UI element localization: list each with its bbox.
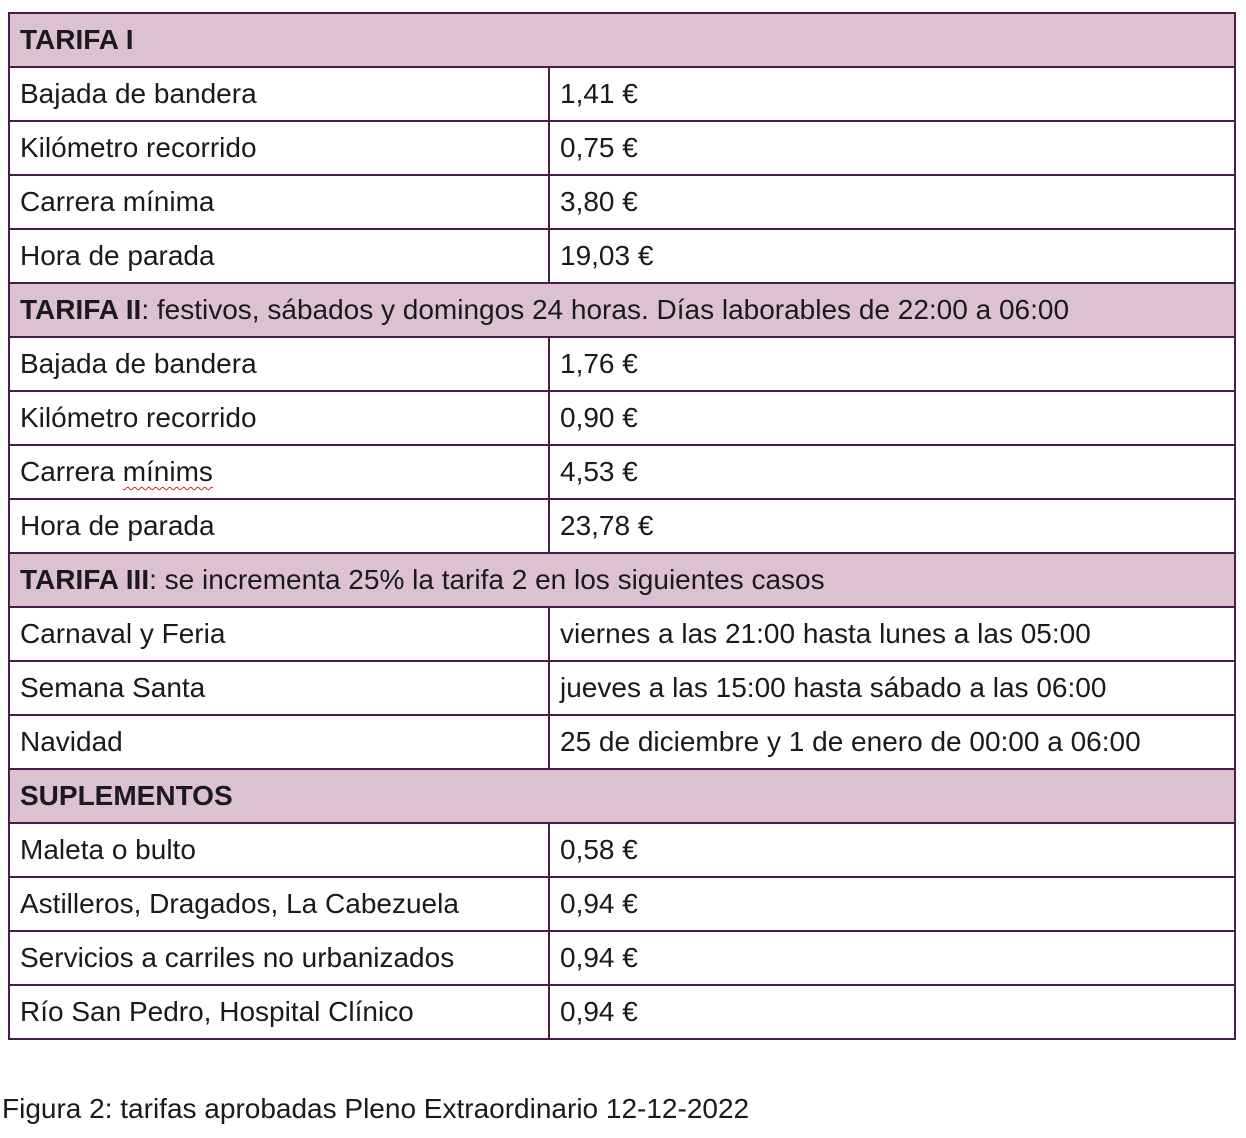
row-value: 0,90 € xyxy=(549,391,1235,445)
table-row xyxy=(9,823,1235,877)
table-row xyxy=(9,877,1235,931)
row-label: Semana Santa xyxy=(9,661,549,715)
table-row xyxy=(9,661,1235,715)
row-value: 1,41 € xyxy=(549,67,1235,121)
row-value: 23,78 € xyxy=(549,499,1235,553)
section-title-cell xyxy=(9,553,1235,607)
section-note: : festivos, sábados y domingos 24 horas. Días laborables de 22:00 a 06:00 xyxy=(141,294,1070,325)
table-row xyxy=(9,445,1235,499)
row-value: 0,94 € xyxy=(549,877,1235,931)
row-label: Hora de parada xyxy=(9,499,549,553)
row-value: 19,03 € xyxy=(549,229,1235,283)
row-label: Kilómetro recorrido xyxy=(9,391,549,445)
section-header-tarifa-1 xyxy=(9,13,1235,67)
row-value: 4,53 € xyxy=(549,445,1235,499)
table-row xyxy=(9,985,1235,1039)
row-label: Bajada de bandera xyxy=(9,337,549,391)
row-label xyxy=(9,445,549,499)
section-title: SUPLEMENTOS xyxy=(20,780,233,811)
table-row xyxy=(9,607,1235,661)
row-value: 0,58 € xyxy=(549,823,1235,877)
tariff-table xyxy=(8,12,1236,1040)
table-row xyxy=(9,391,1235,445)
section-title: TARIFA I xyxy=(20,24,134,55)
row-value: 3,80 € xyxy=(549,175,1235,229)
section-header-tarifa-2 xyxy=(9,283,1235,337)
table-row xyxy=(9,715,1235,769)
table-row xyxy=(9,229,1235,283)
row-label: Servicios a carriles no urbanizados xyxy=(9,931,549,985)
row-label: Bajada de bandera xyxy=(9,67,549,121)
table-row xyxy=(9,121,1235,175)
section-title: TARIFA III xyxy=(20,564,150,595)
row-value: viernes a las 21:00 hasta lunes a las 05:00 xyxy=(549,607,1235,661)
table-row xyxy=(9,67,1235,121)
row-label: Navidad xyxy=(9,715,549,769)
section-header-tarifa-3 xyxy=(9,553,1235,607)
section-title-cell xyxy=(9,769,1235,823)
row-label: Río San Pedro, Hospital Clínico xyxy=(9,985,549,1039)
row-label: Carrera mínima xyxy=(9,175,549,229)
row-label: Maleta o bulto xyxy=(9,823,549,877)
row-value: 0,94 € xyxy=(549,985,1235,1039)
table-row xyxy=(9,175,1235,229)
row-value: 25 de diciembre y 1 de enero de 00:00 a 06:00 xyxy=(549,715,1235,769)
section-note: : se incrementa 25% la tarifa 2 en los siguientes casos xyxy=(149,564,825,595)
row-label-prefix: Carrera xyxy=(20,456,123,487)
section-header-suplementos xyxy=(9,769,1235,823)
figure-caption: Figura 2: tarifas aprobadas Pleno Extraordinario 12-12-2022 xyxy=(2,1093,750,1124)
row-label: Carnaval y Feria xyxy=(9,607,549,661)
section-title: TARIFA II xyxy=(20,294,142,325)
section-title-cell xyxy=(9,283,1235,337)
table-row xyxy=(9,931,1235,985)
section-title-cell xyxy=(9,13,1235,67)
row-value: 0,94 € xyxy=(549,931,1235,985)
row-value: jueves a las 15:00 hasta sábado a las 06:00 xyxy=(549,661,1235,715)
row-value: 1,76 € xyxy=(549,337,1235,391)
row-label: Kilómetro recorrido xyxy=(9,121,549,175)
table-row xyxy=(9,337,1235,391)
table-row xyxy=(9,499,1235,553)
row-value: 0,75 € xyxy=(549,121,1235,175)
row-label: Astilleros, Dragados, La Cabezuela xyxy=(9,877,549,931)
spellcheck-flagged-word: mínims xyxy=(122,456,213,487)
row-label: Hora de parada xyxy=(9,229,549,283)
